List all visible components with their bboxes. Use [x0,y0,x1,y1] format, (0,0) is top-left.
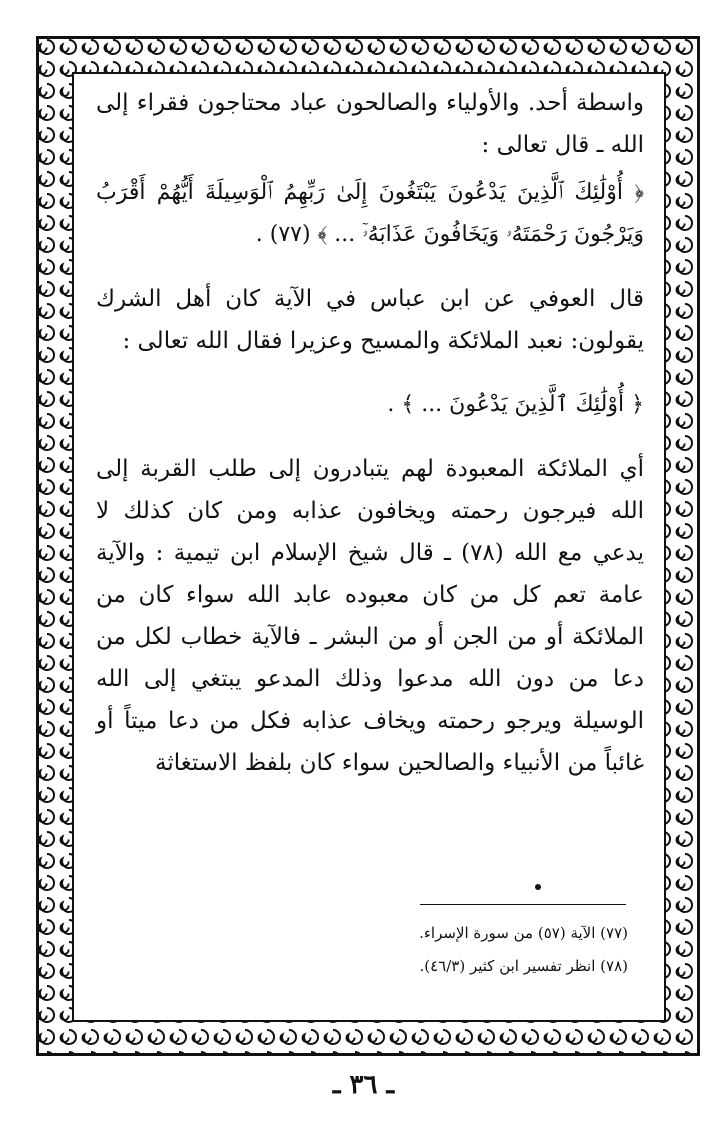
verse-2: ﴿ أُوْلَٰئِكَ ٱلَّذِينَ يَدْعُونَ ... ﴾ . [387,392,644,417]
paragraph-3: أي الملائكة المعبودة لهم يتبادرون إلى طلب القربة إلى الله فيرجون رحمته ويخافون عذابه ومن كان كذلك لا يدعي مع الله (٧٨) ـ قال شيخ الإسلام ابن تيمية : والآية عامة تعم كل من كان معبوده عابد الله سواء كان من الملائكة أو من الجن أو من البشر ـ فالآية خطاب لكل من دعا من دون الله مدعوا وذلك المدعو يبتغي إلى الله الوسيلة ويرجو رحمته ويخاف عذابه فكل من دعا ميتاً أو غائباً من الأنبياء والصالحين سواء كان بلفظ الاستغاثة [96,456,644,776]
page-number: ـ ٣٦ ـ [332,1070,395,1100]
footnote-77: (٧٧) الآية (٥٧) من سورة الإسراء. [419,924,628,942]
paragraph-2: قال العوفي عن ابن عباس في الآية كان أهل الشرك يقولون: نعبد الملائكة والمسيح وعزيرا فقال الله تعالى : [96,286,644,354]
paragraph-1: واسطة أحد. والأولياء والصالحون عباد محتاجون فقراء إلى الله ـ قال تعالى : [96,90,644,158]
footnote-78: (٧٨) انظر تفسير ابن كثير (٤٦/٣). [419,957,628,975]
footnote-marker-dot [535,884,541,890]
footnotes [96,917,628,983]
verse-1: ﴿ أُوْلَٰئِكَ ٱلَّذِينَ يَدْعُونَ يَبْتَغُونَ إِلَىٰ رَبِّهِمُ ٱلْوَسِيلَةَ أَيُّهُمْ أَقْرَبُ وَيَرْجُونَ رَحْمَتَهُۥ وَيَخَافُونَ عَذَابَهُۥٓ ... ﴾ (٧٧) . [96,180,644,247]
body-text [96,82,644,784]
footnote-separator [420,904,626,905]
